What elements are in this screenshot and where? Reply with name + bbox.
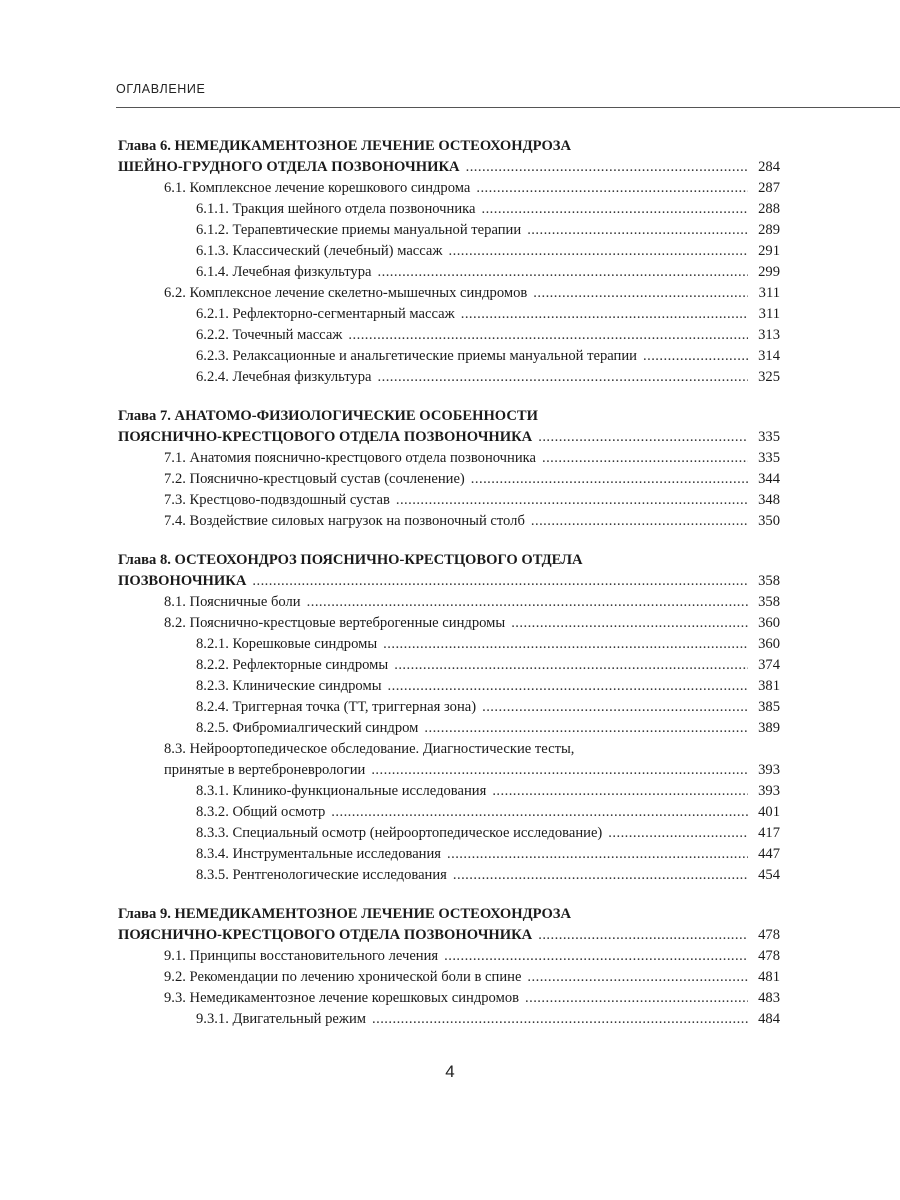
toc-entry[interactable]	[118, 634, 780, 655]
dot-leader	[307, 592, 748, 613]
toc-page-number: 284	[758, 159, 780, 175]
toc-page-number: 478	[758, 927, 780, 943]
toc-entry-title: 6.1.2. Терапевтические приемы мануальной терапии	[196, 222, 522, 238]
toc-entry-title: 9.3.1. Двигательный режим	[196, 1011, 366, 1027]
toc-entry[interactable]	[118, 676, 780, 697]
toc-entry-title: 6.1.4. Лечебная физкультура	[196, 264, 372, 280]
dot-leader	[331, 802, 748, 823]
toc-entry[interactable]	[118, 511, 780, 532]
dot-leader	[492, 781, 748, 802]
toc-entry-title: Глава 9. НЕМЕДИКАМЕНТОЗНОЕ ЛЕЧЕНИЕ ОСТЕОХОНДРОЗА	[118, 906, 572, 922]
toc-entry-title: 8.3.4. Инструментальные исследования	[196, 846, 442, 862]
toc-entry[interactable]	[118, 1009, 780, 1030]
toc-entry[interactable]	[118, 262, 780, 283]
dot-leader	[378, 262, 749, 283]
toc-entry-title: 6.2.1. Рефлекторно-сегментарный массаж	[196, 306, 455, 322]
toc-entry[interactable]	[118, 988, 780, 1009]
toc-chapter	[118, 406, 780, 532]
toc-entry-title: 9.1. Принципы восстановительного лечения	[164, 948, 439, 964]
toc-page-number: 288	[758, 201, 780, 217]
toc-entry[interactable]	[118, 220, 780, 241]
toc-chapter-heading[interactable]	[118, 904, 780, 925]
toc-entry[interactable]	[118, 760, 780, 781]
dot-leader	[538, 925, 748, 946]
toc-page-number: 350	[758, 513, 780, 529]
page-number: 4	[445, 1062, 455, 1081]
toc-page-number: 484	[758, 1011, 780, 1027]
toc-entry-title: 8.3.5. Рентгенологические исследования	[196, 867, 447, 883]
toc-entry-title: 8.2.4. Триггерная точка (ТТ, триггерная зона)	[196, 699, 477, 715]
toc-page-number: 335	[758, 429, 780, 445]
toc-entry[interactable]	[118, 199, 780, 220]
toc-page-number: 291	[758, 243, 780, 259]
toc-entry-title: 8.2.1. Корешковые синдромы	[196, 636, 378, 652]
toc-entry[interactable]	[118, 739, 780, 760]
toc-page-number: 483	[758, 990, 780, 1006]
toc-entry-title: 8.3.3. Специальный осмотр (нейроортопедическое исследование)	[196, 825, 603, 841]
toc-entry[interactable]	[118, 304, 780, 325]
toc-entry[interactable]	[118, 865, 780, 886]
dot-leader	[531, 511, 748, 532]
toc-entry-title: 6.1. Комплексное лечение корешкового синдрома	[164, 180, 471, 196]
dot-leader	[396, 490, 748, 511]
toc-page-number: 393	[758, 762, 780, 778]
toc-entry[interactable]	[118, 697, 780, 718]
dot-leader	[533, 283, 748, 304]
dot-leader	[466, 157, 748, 178]
dot-leader	[453, 865, 748, 886]
toc-entry[interactable]	[118, 655, 780, 676]
toc-page-number: 314	[758, 348, 780, 364]
toc-entry[interactable]	[118, 613, 780, 634]
toc-entry[interactable]	[118, 325, 780, 346]
toc-entry-title: 8.3.1. Клинико-функциональные исследования	[196, 783, 487, 799]
dot-leader	[348, 325, 748, 346]
toc-entry[interactable]	[118, 283, 780, 304]
toc-entry[interactable]	[118, 946, 780, 967]
toc-entry[interactable]	[118, 781, 780, 802]
dot-leader	[643, 346, 748, 367]
toc-entry-title: Глава 6. НЕМЕДИКАМЕНТОЗНОЕ ЛЕЧЕНИЕ ОСТЕОХОНДРОЗА	[118, 138, 572, 154]
toc-page-number: 478	[758, 948, 780, 964]
dot-leader	[444, 946, 748, 967]
toc-page-number: 385	[758, 699, 780, 715]
toc-chapter-heading[interactable]	[118, 550, 780, 571]
toc-chapter	[118, 550, 780, 886]
toc-chapter-heading[interactable]	[118, 406, 780, 427]
toc-entry-title: 8.2. Пояснично-крестцовые вертеброгенные синдромы	[164, 615, 506, 631]
toc-page-number: 481	[758, 969, 780, 985]
toc-entry-title: 7.1. Анатомия пояснично-крестцового отдела позвоночника	[164, 450, 536, 466]
toc-page-number: 313	[758, 327, 780, 343]
toc-entry-title: 8.1. Поясничные боли	[164, 594, 301, 610]
toc-page-number: 454	[758, 867, 780, 883]
toc-entry-title: 9.3. Немедикаментозное лечение корешковых синдромов	[164, 990, 520, 1006]
toc-entry-title: 8.3.2. Общий осмотр	[196, 804, 326, 820]
toc-entry[interactable]	[118, 802, 780, 823]
toc-entry-title: 6.2.3. Релаксационные и анальгетические приемы мануальной терапии	[196, 348, 637, 364]
toc-page-number: 311	[758, 285, 780, 301]
dot-leader	[371, 760, 748, 781]
toc-page-number: 335	[758, 450, 780, 466]
toc-chapter	[118, 904, 780, 1030]
toc-entry-title: ПОЗВОНОЧНИКА	[118, 573, 247, 589]
toc-page-number: 401	[758, 804, 780, 820]
toc-chapter-heading[interactable]	[118, 925, 780, 946]
toc-chapter-heading[interactable]	[118, 571, 780, 592]
toc-entry-title: 6.1.3. Классический (лечебный) массаж	[196, 243, 443, 259]
toc-entry-title: ПОЯСНИЧНО-КРЕСТЦОВОГО ОТДЕЛА ПОЗВОНОЧНИКА	[118, 429, 533, 445]
dot-leader	[527, 220, 748, 241]
toc-page-number: 311	[758, 306, 780, 322]
toc-page-number: 289	[758, 222, 780, 238]
toc-page-number: 360	[758, 636, 780, 652]
toc-page-number: 348	[758, 492, 780, 508]
toc-entry[interactable]	[118, 178, 780, 199]
toc-entry[interactable]	[118, 367, 780, 388]
toc-entry-title: ШЕЙНО-ГРУДНОГО ОТДЕЛА ПОЗВОНОЧНИКА	[118, 159, 460, 175]
toc-entry-title: 7.4. Воздействие силовых нагрузок на позвоночный столб	[164, 513, 525, 529]
toc-entry-title: 8.3. Нейроортопедическое обследование. Диагностические тесты,	[164, 741, 575, 757]
dot-leader	[542, 448, 748, 469]
toc-chapter-heading[interactable]	[118, 157, 780, 178]
toc-entry-title: ПОЯСНИЧНО-КРЕСТЦОВОГО ОТДЕЛА ПОЗВОНОЧНИКА	[118, 927, 533, 943]
toc-page-number: 389	[758, 720, 780, 736]
toc-entry-title: 7.3. Крестцово-подвздошный сустав	[164, 492, 390, 508]
toc-entry[interactable]	[118, 469, 780, 490]
toc-entry[interactable]	[118, 346, 780, 367]
toc-entry[interactable]	[118, 718, 780, 739]
toc-entry[interactable]	[118, 241, 780, 262]
toc-entry-title: 8.2.5. Фибромиалгический синдром	[196, 720, 419, 736]
toc-page-number: 381	[758, 678, 780, 694]
toc-page-number: 393	[758, 783, 780, 799]
toc-entry-title: 6.2.2. Точечный массаж	[196, 327, 343, 343]
dot-leader	[476, 178, 748, 199]
toc-entry[interactable]	[118, 967, 780, 988]
toc-entry-title: 9.2. Рекомендации по лечению хронической боли в спине	[164, 969, 522, 985]
toc-entry[interactable]	[118, 490, 780, 511]
dot-leader	[252, 571, 748, 592]
dot-leader	[461, 304, 748, 325]
dot-leader	[424, 718, 748, 739]
dot-leader	[527, 967, 748, 988]
toc-page-number: 325	[758, 369, 780, 385]
toc-entry[interactable]	[118, 844, 780, 865]
dot-leader	[378, 367, 749, 388]
toc-entry-title: 8.2.3. Клинические синдромы	[196, 678, 382, 694]
toc-page-number: 447	[758, 846, 780, 862]
toc-entry-title: 8.2.2. Рефлекторные синдромы	[196, 657, 389, 673]
dot-leader	[538, 427, 748, 448]
toc-page-number: 360	[758, 615, 780, 631]
dot-leader	[511, 613, 748, 634]
dot-leader	[471, 469, 748, 490]
toc-entry-title: принятые в вертеброневрологии	[164, 762, 366, 778]
dot-leader	[482, 697, 748, 718]
toc-page-number: 358	[758, 594, 780, 610]
toc-entry-title: 6.2. Комплексное лечение скелетно-мышечных синдромов	[164, 285, 528, 301]
toc-page-number: 287	[758, 180, 780, 196]
toc-entry-title: 6.2.4. Лечебная физкультура	[196, 369, 372, 385]
dot-leader	[383, 634, 748, 655]
dot-leader	[449, 241, 749, 262]
toc-entry-title: 7.2. Пояснично-крестцовый сустав (сочленение)	[164, 471, 465, 487]
toc-chapter	[118, 136, 780, 388]
toc-entry-title: Глава 8. ОСТЕОХОНДРОЗ ПОЯСНИЧНО-КРЕСТЦОВОГО ОТДЕЛА	[118, 552, 583, 568]
dot-leader	[394, 655, 748, 676]
toc-entry-title: 6.1.1. Тракция шейного отдела позвоночника	[196, 201, 476, 217]
toc-entry[interactable]	[118, 823, 780, 844]
toc-chapter-heading[interactable]	[118, 136, 780, 157]
toc-page-number: 344	[758, 471, 780, 487]
dot-leader	[608, 823, 748, 844]
dot-leader	[388, 676, 749, 697]
toc-page-number: 374	[758, 657, 780, 673]
toc-entry-title: Глава 7. АНАТОМО-ФИЗИОЛОГИЧЕСКИЕ ОСОБЕННОСТИ	[118, 408, 538, 424]
toc-page-number: 299	[758, 264, 780, 280]
toc-entry[interactable]	[118, 448, 780, 469]
dot-leader	[525, 988, 748, 1009]
toc-page-number: 417	[758, 825, 780, 841]
running-head: ОГЛАВЛЕНИЕ	[116, 82, 206, 96]
toc-chapter-heading[interactable]	[118, 427, 780, 448]
toc-entry[interactable]	[118, 592, 780, 613]
dot-leader	[372, 1009, 748, 1030]
header-rule	[116, 107, 900, 108]
toc-page-number: 358	[758, 573, 780, 589]
table-of-contents	[118, 136, 780, 1048]
dot-leader	[481, 199, 748, 220]
dot-leader	[447, 844, 748, 865]
